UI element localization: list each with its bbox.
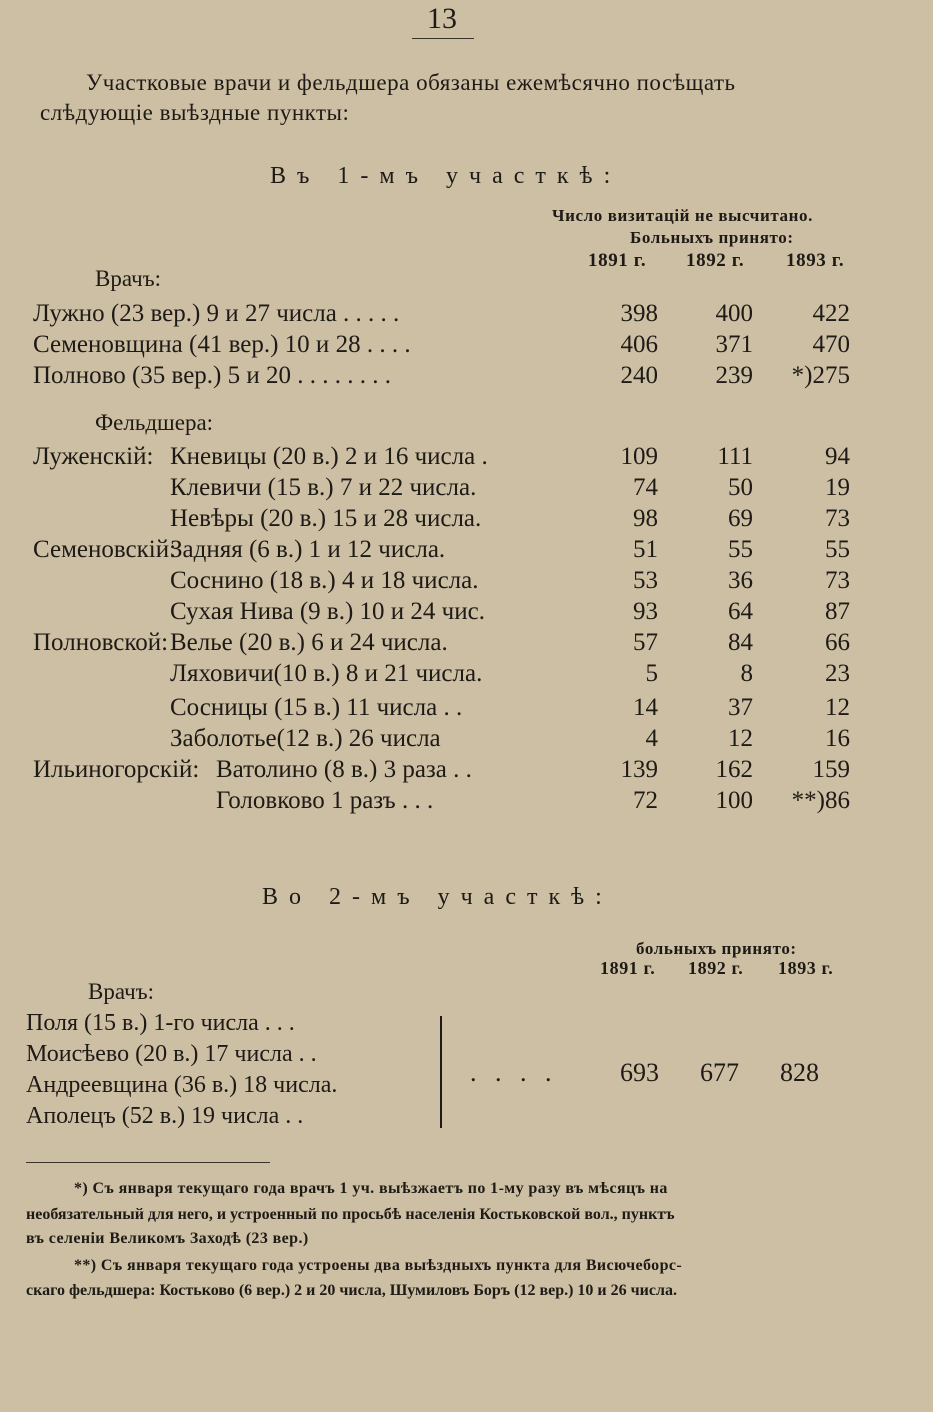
row-text: Сухая Нива (9 в.) 10 и 24 чис. bbox=[170, 598, 485, 625]
footnote-rule bbox=[26, 1162, 270, 1163]
intro-line-2: слѣдующіе выѣздные пункты: bbox=[40, 100, 350, 125]
value-1893: *)275 bbox=[791, 362, 850, 389]
value-1892: 8 bbox=[740, 660, 753, 687]
section-2-year-1893: 1893 г. bbox=[778, 958, 834, 978]
value-1891: 5 bbox=[645, 660, 658, 687]
value-1891: 93 bbox=[633, 598, 658, 625]
value-1892: 162 bbox=[715, 756, 753, 783]
section-2-doctors-label: Врачъ: bbox=[88, 979, 154, 1004]
page-number: 13 bbox=[427, 2, 457, 35]
value-1892: 239 bbox=[715, 362, 753, 389]
section-2-total-1891: 693 bbox=[620, 1058, 659, 1087]
value-1893: 159 bbox=[812, 756, 850, 783]
section-1-feldshers-label: Фельдшера: bbox=[95, 410, 214, 435]
footnote-2-line-1: **) Съ января текущаго года устроены два выѣздныхъ пункта для Висючеборс- bbox=[74, 1257, 683, 1274]
value-1892: 100 bbox=[715, 787, 753, 814]
section-1-header-patients: Больныхъ принято: bbox=[630, 228, 794, 247]
value-1892: 36 bbox=[728, 567, 753, 594]
value-1891: 98 bbox=[633, 505, 658, 532]
value-1892: 37 bbox=[728, 694, 753, 721]
section-2-place: Моисѣево (20 в.) 17 числа . . bbox=[26, 1041, 317, 1067]
table-row bbox=[0, 660, 933, 690]
group-label: Полновской: bbox=[33, 629, 169, 656]
value-1893: 94 bbox=[825, 443, 850, 470]
row-text: Полново (35 вер.) 5 и 20 . . . . . . . . bbox=[33, 362, 391, 389]
section-2-place: Андреевщина (36 в.) 18 числа. bbox=[26, 1072, 338, 1098]
value-1893: 23 bbox=[825, 660, 850, 687]
value-1892: 55 bbox=[728, 536, 753, 563]
value-1891: 53 bbox=[633, 567, 658, 594]
row-text: Велье (20 в.) 6 и 24 числа. bbox=[170, 629, 448, 656]
value-1891: 398 bbox=[620, 300, 658, 327]
row-text: Головково 1 разъ . . . bbox=[216, 787, 434, 814]
value-1893: 16 bbox=[825, 725, 850, 752]
table-row bbox=[0, 787, 933, 817]
footnote-2-line-2: скаго фельдшера: Костьково (6 вер.) 2 и 20 числа, Шумиловъ Боръ (12 вер.) 10 и 26 числа. bbox=[26, 1282, 677, 1299]
value-1891: 139 bbox=[620, 756, 658, 783]
section-2-total-1892: 677 bbox=[700, 1058, 739, 1087]
section-1-header-visits: Число визитацій не высчитано. bbox=[552, 206, 813, 225]
value-1893: 422 bbox=[812, 300, 850, 327]
value-1891: 4 bbox=[645, 725, 658, 752]
row-text: Ватолино (8 в.) 3 раза . . bbox=[216, 756, 472, 783]
value-1891: 74 bbox=[633, 474, 658, 501]
value-1893: 12 bbox=[825, 694, 850, 721]
leader-dots: . . . . bbox=[470, 1058, 558, 1087]
section-2-title: Во 2-мъ участкѣ: bbox=[262, 884, 613, 910]
value-1892: 64 bbox=[728, 598, 753, 625]
value-1891: 51 bbox=[633, 536, 658, 563]
value-1892: 12 bbox=[728, 725, 753, 752]
row-text: Невѣры (20 в.) 15 и 28 числа. bbox=[170, 505, 482, 532]
value-1892: 84 bbox=[728, 629, 753, 656]
value-1893: 87 bbox=[825, 598, 850, 625]
section-1-doctors-label: Врачъ: bbox=[95, 266, 161, 291]
value-1892: 400 bbox=[715, 300, 753, 327]
footnote-1-line-1: *) Съ января текущаго года врачъ 1 уч. выѣзжаетъ по 1-му разу въ мѣсяцъ на bbox=[74, 1180, 668, 1197]
value-1893: 19 bbox=[825, 474, 850, 501]
row-text: Соснино (18 в.) 4 и 18 числа. bbox=[170, 567, 479, 594]
value-1893: 470 bbox=[812, 331, 850, 358]
section-1-year-1892: 1892 г. bbox=[686, 250, 745, 271]
table-row bbox=[0, 505, 933, 535]
section-1-year-1893: 1893 г. bbox=[786, 250, 845, 271]
row-text: Лужно (23 вер.) 9 и 27 числа . . . . . bbox=[33, 300, 400, 327]
value-1893: 73 bbox=[825, 567, 850, 594]
section-1-title: Въ 1-мъ участкѣ: bbox=[270, 163, 622, 189]
table-row bbox=[0, 756, 933, 786]
intro-line-1: Участковые врачи и фельдшера обязаны ежемѣсячно посѣщать bbox=[86, 70, 736, 95]
section-2-year-1891: 1891 г. bbox=[600, 958, 656, 978]
value-1891: 14 bbox=[633, 694, 658, 721]
table-row bbox=[0, 598, 933, 628]
table-row bbox=[0, 629, 933, 659]
section-2-total-1893: 828 bbox=[780, 1058, 819, 1087]
footnote-1-line-3: въ селеніи Великомъ Заходѣ (23 вер.) bbox=[26, 1230, 309, 1247]
row-text: Семеновщина (41 вер.) 10 и 28 . . . . bbox=[33, 331, 411, 358]
value-1891: 406 bbox=[620, 331, 658, 358]
value-1893: 73 bbox=[825, 505, 850, 532]
group-label: Луженскій: bbox=[33, 443, 154, 470]
table-row bbox=[0, 536, 933, 566]
row-text: Ляховичи(10 в.) 8 и 21 числа. bbox=[170, 660, 483, 687]
table-row bbox=[0, 694, 933, 724]
table-row bbox=[0, 567, 933, 597]
section-2-place: Поля (15 в.) 1-го числа . . . bbox=[26, 1010, 295, 1036]
row-text: Заболотье(12 в.) 26 числа bbox=[170, 725, 441, 752]
table-row bbox=[0, 362, 933, 392]
footnote-1-line-2: необязательный для него, и устроенный по просьбѣ населенія Костьковской вол., пунктъ bbox=[26, 1206, 675, 1223]
group-label: Семеновскій: bbox=[33, 536, 177, 563]
table-row bbox=[0, 725, 933, 755]
value-1892: 111 bbox=[717, 443, 753, 470]
value-1893: **)86 bbox=[791, 787, 850, 814]
value-1891: 109 bbox=[620, 443, 658, 470]
table-row bbox=[0, 474, 933, 504]
section-2-place: Аполецъ (52 в.) 19 числа . . bbox=[26, 1103, 304, 1129]
table-row bbox=[0, 331, 933, 361]
value-1891: 240 bbox=[620, 362, 658, 389]
value-1891: 72 bbox=[633, 787, 658, 814]
page-number-rule bbox=[412, 38, 474, 39]
value-1891: 57 bbox=[633, 629, 658, 656]
value-1893: 55 bbox=[825, 536, 850, 563]
table-row bbox=[0, 300, 933, 330]
row-text: Сосницы (15 в.) 11 числа . . bbox=[170, 694, 463, 721]
row-text: Кневицы (20 в.) 2 и 16 числа . bbox=[170, 443, 488, 470]
row-text: Клевичи (15 в.) 7 и 22 числа. bbox=[170, 474, 477, 501]
value-1892: 69 bbox=[728, 505, 753, 532]
row-text: Задняя (6 в.) 1 и 12 числа. bbox=[170, 536, 446, 563]
section-2-header-patients: больныхъ принято: bbox=[636, 939, 797, 958]
group-label: Ильиногорскій: bbox=[33, 756, 200, 783]
value-1893: 66 bbox=[825, 629, 850, 656]
section-2-year-1892: 1892 г. bbox=[688, 958, 744, 978]
table-row bbox=[0, 443, 933, 473]
value-1892: 371 bbox=[715, 331, 753, 358]
value-1892: 50 bbox=[728, 474, 753, 501]
section-1-year-1891: 1891 г. bbox=[588, 250, 647, 271]
grouping-brace bbox=[440, 1016, 442, 1128]
